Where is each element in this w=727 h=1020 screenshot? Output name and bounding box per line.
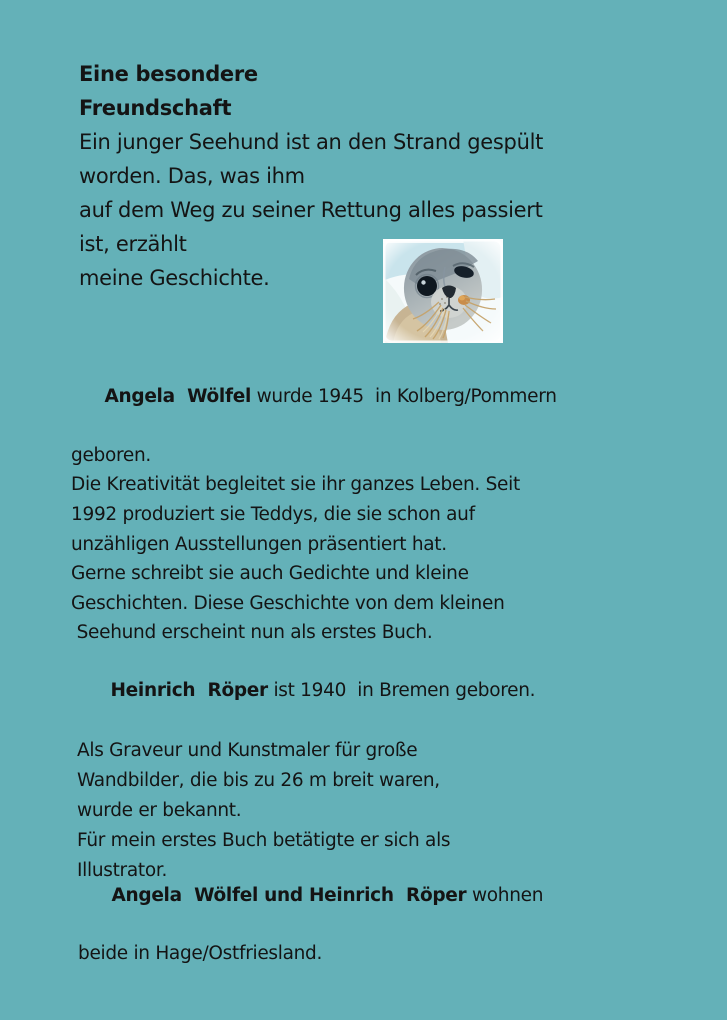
bio-line: Wandbilder, die bis zu 26 m breit waren, xyxy=(77,770,440,791)
book-title-line-1: Eine besondere xyxy=(79,62,258,86)
author-name-angela: Angela Wölfel xyxy=(104,385,252,407)
bio-line: Illustrator. xyxy=(77,860,168,881)
bio-text: wohnen xyxy=(466,885,544,906)
bio-line xyxy=(77,646,535,736)
seal-image xyxy=(383,239,503,343)
bio-line: Als Graveur und Kunstmaler für große xyxy=(77,740,418,761)
bio-line xyxy=(71,352,557,441)
bio-text: ist 1940 in Bremen geboren. xyxy=(267,680,536,701)
intro-line: worden. Das, was ihm xyxy=(79,164,305,188)
author-name-heinrich: Heinrich Röper xyxy=(110,680,268,701)
bio-line: geboren. xyxy=(71,444,151,466)
bio-line: Die Kreativität begleitet sie ihr ganzes Leben. Seit xyxy=(71,474,520,496)
bio-line: beide in Hage/Ostfriesland. xyxy=(78,943,323,964)
bio-line xyxy=(78,852,543,939)
bio-line: wurde er bekannt. xyxy=(77,800,242,821)
intro-line: meine Geschichte. xyxy=(79,266,270,290)
bio-line: Geschichten. Diese Geschichte von dem kleinen xyxy=(71,592,505,614)
authors-joint-note xyxy=(78,852,543,968)
bio-line: Seehund erscheint nun als erstes Buch. xyxy=(71,622,433,644)
authors-joint-names: Angela Wölfel und Heinrich Röper xyxy=(111,885,467,906)
intro-line: auf dem Weg zu seiner Rettung alles passiert xyxy=(79,198,543,222)
intro-line: Ein junger Seehund ist an den Strand gespült xyxy=(79,130,544,154)
bio-line: unzähligen Ausstellungen präsentiert hat. xyxy=(71,533,447,555)
author-bio-angela xyxy=(71,352,557,648)
author-bio-heinrich xyxy=(77,646,535,886)
book-title-line-2: Freundschaft xyxy=(79,96,232,120)
intro-line: ist, erzählt xyxy=(79,232,187,256)
seal-illustration xyxy=(383,239,503,343)
bio-line: Gerne schreibt sie auch Gedichte und kleine xyxy=(71,563,469,585)
bio-line: 1992 produziert sie Teddys, die sie schon auf xyxy=(71,503,475,525)
bio-line: Für mein erstes Buch betätigte er sich als xyxy=(77,830,451,851)
bio-text: wurde 1945 in Kolberg/Pommern xyxy=(251,385,557,407)
